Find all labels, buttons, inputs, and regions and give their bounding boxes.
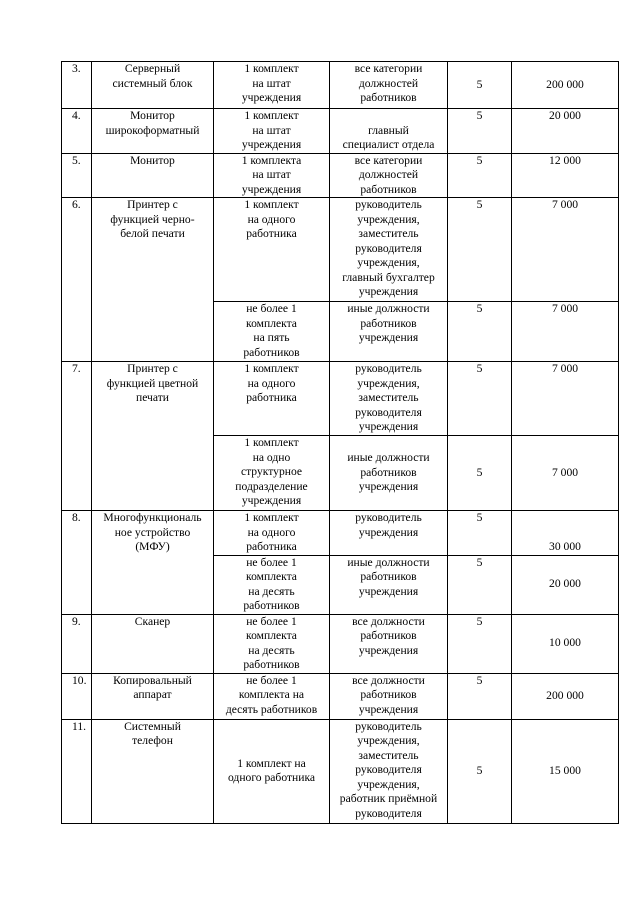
service-life-text: 5 bbox=[476, 77, 483, 91]
position-category-text: иные должности работников учреждения bbox=[347, 555, 430, 598]
service-life bbox=[448, 511, 512, 556]
price-limit-text: 200 000 bbox=[546, 688, 584, 702]
row-number bbox=[62, 614, 92, 673]
price-limit-text: 7 000 bbox=[551, 198, 579, 211]
equipment-name-text: Принтер с функцией цветной печати bbox=[106, 362, 199, 404]
service-life bbox=[448, 719, 512, 823]
position-category-text: все категории должностей работников bbox=[354, 62, 423, 104]
quantity-norm-text: 1 комплект на штат учреждения bbox=[241, 62, 302, 104]
service-life-text: 5 bbox=[476, 465, 483, 479]
position-category bbox=[330, 673, 448, 719]
position-category-text: руководитель учреждения bbox=[355, 511, 422, 539]
price-limit-text: 10 000 bbox=[549, 636, 581, 650]
service-life bbox=[448, 153, 512, 198]
table-row bbox=[62, 673, 619, 719]
row-number-text: 6. bbox=[72, 198, 81, 211]
table-row bbox=[62, 719, 619, 823]
quantity-norm-text: не более 1 комплекта на пять работников bbox=[243, 302, 300, 359]
equipment-name bbox=[92, 198, 214, 362]
price-limit-text: 7 000 bbox=[551, 302, 579, 315]
price-limit bbox=[512, 614, 619, 673]
equipment-name-text: Принтер с функцией черно- белой печати bbox=[110, 198, 195, 240]
price-limit-text: 20 000 bbox=[549, 577, 581, 591]
equipment-name-text: Сканер bbox=[134, 614, 171, 628]
table-row bbox=[62, 153, 619, 198]
table-body bbox=[62, 62, 619, 824]
position-category bbox=[330, 62, 448, 109]
position-category bbox=[330, 198, 448, 302]
price-limit-text: 200 000 bbox=[546, 77, 584, 91]
price-limit bbox=[512, 109, 619, 154]
position-category bbox=[330, 362, 448, 436]
position-category-text: главный специалист отдела bbox=[342, 123, 435, 151]
quantity-norm bbox=[214, 719, 330, 823]
price-limit bbox=[512, 362, 619, 436]
service-life bbox=[448, 198, 512, 302]
table-row bbox=[62, 109, 619, 154]
service-life-text: 5 bbox=[476, 198, 483, 211]
service-life-text: 5 bbox=[476, 763, 483, 777]
equipment-name bbox=[92, 62, 214, 109]
price-limit bbox=[512, 62, 619, 109]
row-number bbox=[62, 673, 92, 719]
equipment-name bbox=[92, 109, 214, 154]
row-number-text: 7. bbox=[72, 362, 81, 375]
row-number bbox=[62, 109, 92, 154]
service-life-text: 5 bbox=[476, 673, 483, 687]
position-category-text: руководитель учреждения, заместитель руководителя учреждения, главный бухгалтер учреждения bbox=[342, 198, 435, 298]
position-category bbox=[330, 302, 448, 362]
service-life-text: 5 bbox=[476, 614, 483, 628]
quantity-norm bbox=[214, 436, 330, 511]
row-number bbox=[62, 511, 92, 615]
service-life bbox=[448, 614, 512, 673]
equipment-name-text: Многофункциональ ное устройство (МФУ) bbox=[103, 511, 202, 553]
price-limit bbox=[512, 302, 619, 362]
table-row bbox=[62, 362, 619, 436]
equipment-norms-table bbox=[61, 61, 619, 824]
position-category bbox=[330, 109, 448, 154]
table-row bbox=[62, 511, 619, 556]
equipment-name-text: Копировальный аппарат bbox=[113, 673, 192, 701]
position-category bbox=[330, 436, 448, 511]
price-limit bbox=[512, 198, 619, 302]
table-row bbox=[62, 198, 619, 302]
row-number-text: 5. bbox=[72, 153, 81, 167]
position-category-text: все категории должностей работников bbox=[354, 153, 423, 196]
price-limit-text: 7 000 bbox=[551, 465, 579, 479]
row-number-text: 11. bbox=[72, 719, 87, 733]
quantity-norm-text: 1 комплекта на штат учреждения bbox=[241, 153, 302, 196]
position-category-text: все должности работников учреждения bbox=[352, 673, 425, 716]
quantity-norm bbox=[214, 302, 330, 362]
position-category bbox=[330, 555, 448, 614]
price-limit bbox=[512, 719, 619, 823]
quantity-norm bbox=[214, 614, 330, 673]
quantity-norm-text: 1 комплект на одного работника bbox=[227, 756, 316, 784]
row-number-text: 4. bbox=[72, 109, 81, 122]
row-number-text: 3. bbox=[72, 62, 81, 75]
equipment-name bbox=[92, 614, 214, 673]
service-life bbox=[448, 302, 512, 362]
equipment-name-text: Монитор широкоформатный bbox=[105, 109, 200, 137]
service-life-text: 5 bbox=[476, 555, 483, 569]
equipment-name bbox=[92, 719, 214, 823]
quantity-norm-text: не более 1 комплекта на десять работников bbox=[225, 673, 318, 716]
service-life bbox=[448, 436, 512, 511]
service-life-text: 5 bbox=[476, 511, 483, 524]
service-life-text: 5 bbox=[476, 302, 483, 315]
quantity-norm-text: 1 комплект на одного работника bbox=[244, 198, 299, 240]
position-category bbox=[330, 614, 448, 673]
quantity-norm-text: не более 1 комплекта на десять работников bbox=[243, 555, 300, 612]
quantity-norm-text: 1 комплект на одно структурное подразделение учреждения bbox=[235, 436, 308, 507]
price-limit-text: 12 000 bbox=[549, 153, 581, 167]
position-category-text: руководитель учреждения, заместитель руководителя учреждения, работник приёмной руководителя bbox=[339, 719, 438, 820]
equipment-name-text: Серверный системный блок bbox=[112, 62, 193, 90]
row-number bbox=[62, 362, 92, 511]
price-limit-text: 20 000 bbox=[549, 109, 581, 122]
position-category-text: иные должности работников учреждения bbox=[347, 451, 430, 494]
position-category bbox=[330, 153, 448, 198]
price-limit-text: 30 000 bbox=[549, 540, 581, 553]
quantity-norm-text: 1 комплект на одного работника bbox=[244, 511, 299, 553]
equipment-name bbox=[92, 153, 214, 198]
position-category bbox=[330, 511, 448, 556]
position-category-text: руководитель учреждения, заместитель руководителя учреждения bbox=[355, 362, 422, 433]
price-limit-text: 15 000 bbox=[549, 763, 581, 777]
quantity-norm bbox=[214, 62, 330, 109]
quantity-norm bbox=[214, 511, 330, 556]
row-number bbox=[62, 719, 92, 823]
quantity-norm bbox=[214, 673, 330, 719]
price-limit bbox=[512, 511, 619, 556]
quantity-norm bbox=[214, 109, 330, 154]
quantity-norm-text: 1 комплект на штат учреждения bbox=[241, 109, 302, 151]
service-life-text: 5 bbox=[476, 153, 483, 167]
quantity-norm-text: 1 комплект на одного работника bbox=[244, 362, 299, 404]
position-category bbox=[330, 719, 448, 823]
service-life bbox=[448, 362, 512, 436]
quantity-norm-text: не более 1 комплекта на десять работников bbox=[243, 614, 300, 671]
service-life bbox=[448, 673, 512, 719]
quantity-norm bbox=[214, 555, 330, 614]
price-limit bbox=[512, 673, 619, 719]
equipment-name bbox=[92, 673, 214, 719]
price-limit-text: 7 000 bbox=[551, 362, 579, 375]
service-life bbox=[448, 109, 512, 154]
equipment-name bbox=[92, 362, 214, 511]
price-limit bbox=[512, 555, 619, 614]
position-category-text: иные должности работников учреждения bbox=[347, 302, 430, 344]
row-number-text: 10. bbox=[72, 673, 87, 687]
service-life-text: 5 bbox=[476, 362, 483, 375]
service-life bbox=[448, 62, 512, 109]
quantity-norm bbox=[214, 153, 330, 198]
row-number bbox=[62, 62, 92, 109]
quantity-norm bbox=[214, 198, 330, 302]
equipment-name-text: Монитор bbox=[130, 153, 175, 167]
price-limit bbox=[512, 436, 619, 511]
service-life bbox=[448, 555, 512, 614]
row-number-text: 9. bbox=[72, 614, 81, 628]
row-number bbox=[62, 153, 92, 198]
table-row bbox=[62, 614, 619, 673]
equipment-name bbox=[92, 511, 214, 615]
quantity-norm bbox=[214, 362, 330, 436]
equipment-name-text: Системный телефон bbox=[124, 719, 181, 747]
row-number bbox=[62, 198, 92, 362]
price-limit bbox=[512, 153, 619, 198]
position-category-text: все должности работников учреждения bbox=[352, 614, 425, 657]
row-number-text: 8. bbox=[72, 511, 81, 524]
service-life-text: 5 bbox=[476, 109, 483, 122]
table-row bbox=[62, 62, 619, 109]
